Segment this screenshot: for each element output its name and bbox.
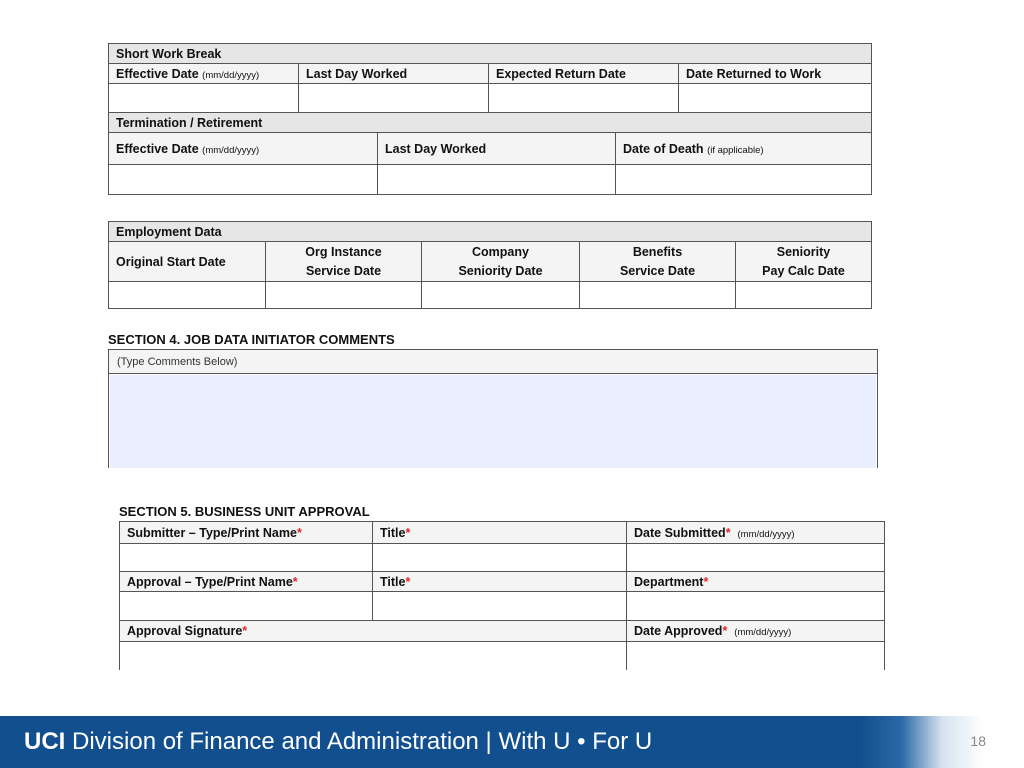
seniority-pay-calc-date-label: Seniority Pay Calc Date <box>736 242 872 282</box>
comments-field[interactable] <box>110 375 876 468</box>
benefits-service-date-label: Benefits Service Date <box>580 242 736 282</box>
swb-expected-return-date-label: Expected Return Date <box>489 64 679 84</box>
business-approval-table <box>119 521 885 670</box>
termination-header: Termination / Retirement <box>109 113 872 133</box>
uci-logo: UCI <box>24 728 66 755</box>
org-instance-service-date-label: Org Instance Service Date <box>266 242 422 282</box>
swb-effective-date-label: Effective Date (mm/dd/yyyy) <box>109 64 299 84</box>
approval-signature-field[interactable] <box>120 642 627 670</box>
approval-title-label: Title* <box>373 572 627 592</box>
page-number: 18 <box>970 733 986 749</box>
submitter-name-label: Submitter – Type/Print Name* <box>120 522 373 544</box>
swb-date-returned-label: Date Returned to Work <box>679 64 872 84</box>
swb-last-day-worked-label: Last Day Worked <box>299 64 489 84</box>
approval-name-label: Approval – Type/Print Name* <box>120 572 373 592</box>
original-start-date-label: Original Start Date <box>109 242 266 282</box>
term-effective-date-label: Effective Date (mm/dd/yyyy) <box>109 133 378 165</box>
term-last-day-worked-label: Last Day Worked <box>378 133 616 165</box>
footer-band <box>0 716 1024 768</box>
section5-title: SECTION 5. BUSINESS UNIT APPROVAL <box>119 504 370 519</box>
comments-box <box>108 349 878 468</box>
footer-text: Division of Finance and Administration | With U • For U <box>72 728 653 755</box>
term-date-of-death-label: Date of Death (if applicable) <box>616 133 872 165</box>
submitter-title-label: Title* <box>373 522 627 544</box>
employment-data-table <box>108 221 872 309</box>
termination-table <box>108 112 872 195</box>
employment-data-header: Employment Data <box>109 222 872 242</box>
section4-title: SECTION 4. JOB DATA INITIATOR COMMENTS <box>108 332 395 347</box>
comments-hint: (Type Comments Below) <box>109 350 877 374</box>
department-label: Department* <box>627 572 885 592</box>
footer-brand <box>24 728 652 756</box>
company-seniority-date-label: Company Seniority Date <box>422 242 580 282</box>
date-submitted-label: Date Submitted* (mm/dd/yyyy) <box>627 522 885 544</box>
short-work-break-table <box>108 43 872 114</box>
date-approved-label: Date Approved* (mm/dd/yyyy) <box>627 621 885 642</box>
short-work-break-header: Short Work Break <box>109 44 872 64</box>
approval-signature-label: Approval Signature* <box>120 621 627 642</box>
